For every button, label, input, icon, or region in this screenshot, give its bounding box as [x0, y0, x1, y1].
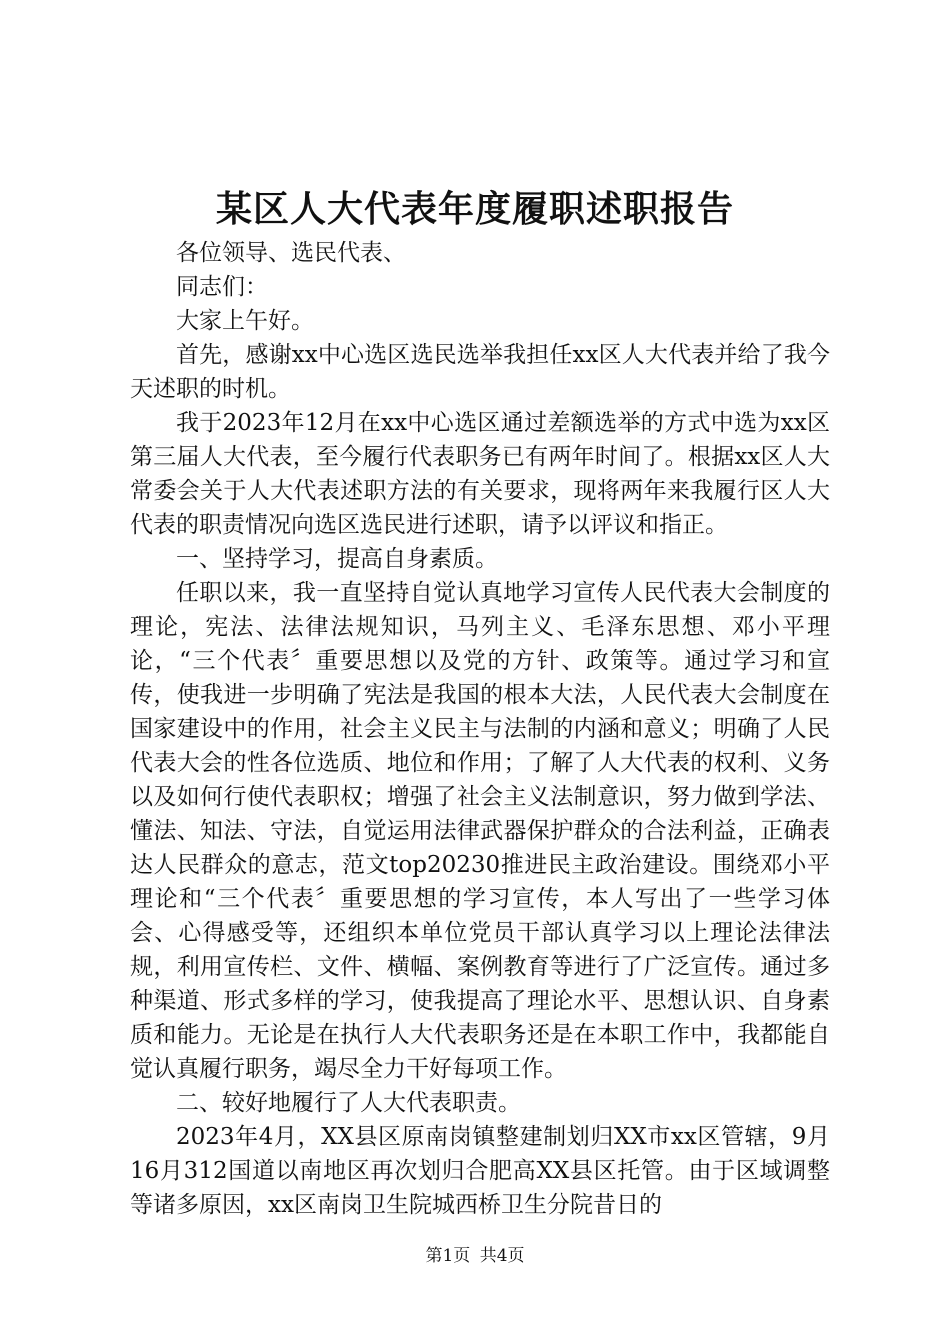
page-total: 共4页	[479, 1246, 525, 1266]
paragraph: 首先，感谢xx中心选区选民选举我担任xx区人大代表并给了我今天述职的时机。	[130, 342, 830, 402]
document-body	[130, 236, 830, 1222]
section-heading: 一、坚持学习，提高自身素质。	[176, 546, 498, 572]
paragraph: 任职以来，我一直坚持自觉认真地学习宣传人民代表大会制度的理论，宪法、法律法规知识，马列主义、毛泽东思想、邓小平理论，“三个代表〞重要思想以及党的方针、政策等。通过学习和宣传，使我进一步明确了宪法是我国的根本大法，人民代表大会制度在国家建设中的作用，社会主义民主与法制的内涵和意义；明确了人民代表大会的性各位选质、地位和作用；了解了人大代表的权利、义务以及如何行使代表职权；增强了社会主义法制意识，努力做到学法、懂法、知法、守法，自觉运用法律武器保护群众的合法利益，正确表达人民群众的意志，范文top20230推进民主政治建设。围绕邓小平理论和“三个代表〞重要思想的学习宣传，本人写出了一些学习体会、心得感受等，还组织本单位党员干部认真学习以上理论法律法规，利用宣传栏、文件、横幅、案例教育等进行了广泛宣传。通过多种渠道、形式多样的学习，使我提高了理论水平、思想认识、自身素质和能力。无论是在执行人大代表职务还是在本职工作中，我都能自觉认真履行职务，竭尽全力干好每项工作。	[130, 580, 830, 1082]
salutation-line-2: 同志们：	[176, 274, 268, 300]
page-number: 第1页	[425, 1246, 471, 1266]
greeting: 大家上午好。	[176, 308, 314, 334]
page-footer	[0, 1244, 950, 1268]
salutation-line-1: 各位领导、选民代表、	[176, 240, 406, 266]
paragraph: 我于2023年12月在xx中心选区通过差额选举的方式中选为xx区第三届人大代表，至今履行代表职务已有两年时间了。根据xx区人大常委会关于人大代表述职方法的有关要求，现将两年来我履行区人大代表的职责情况向选区选民进行述职，请予以评议和指正。	[130, 410, 830, 538]
section-heading: 二、较好地履行了人大代表职责。	[176, 1090, 521, 1116]
paragraph: 2023年4月，XX县区原南岗镇整建制划归XX市xx区管辖，9月16月312国道以南地区再次划归合肥高XX县区托管。由于区域调整等诸多原因，xx区南岗卫生院城西桥卫生分院昔日的	[130, 1124, 830, 1218]
document-title: 某区人大代表年度履职述职报告	[215, 188, 734, 230]
